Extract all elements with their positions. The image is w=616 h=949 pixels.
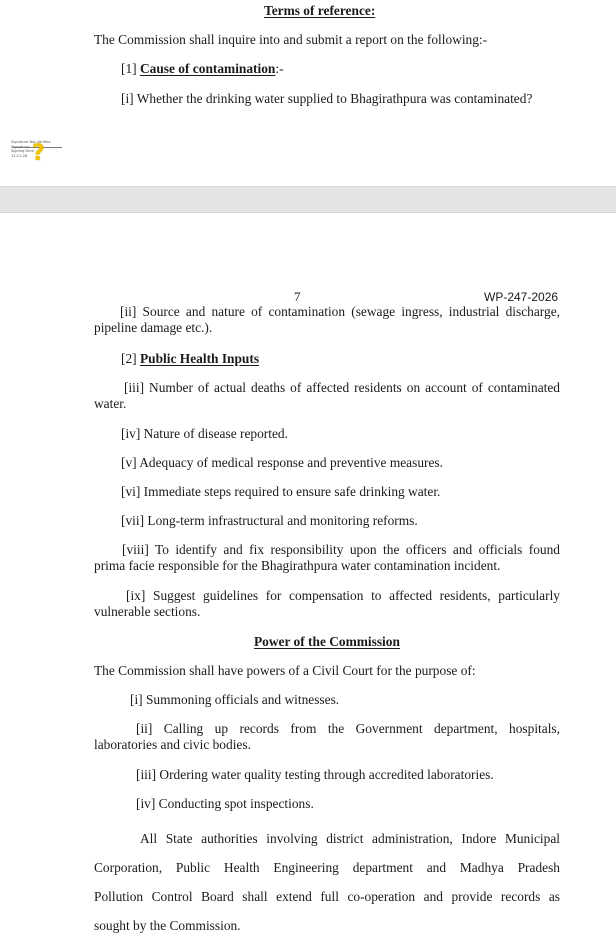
item-i: [i] Whether the drinking water supplied to Bhagirathpura was contaminated? — [121, 91, 533, 106]
unverified-question-icon: ? — [32, 141, 45, 166]
section-2-heading — [121, 351, 259, 367]
item-iv: [iv] Nature of disease reported. — [121, 426, 288, 441]
item-iii: [iii] Number of actual deaths of affected residents on account of contaminated water. — [94, 380, 560, 411]
closing-line-2: Corporation, Public Health Engineering department and Madhya Pradesh — [94, 860, 560, 875]
signature-line-1: Signature Not Verified — [11, 140, 51, 144]
page-number: 7 — [294, 289, 301, 304]
item-viii: [viii] To identify and fix responsibility upon the officers and officials found prima facie responsible for the Bhagirathpura water contamination incident. — [94, 542, 560, 573]
power-i: [i] Summoning officials and witnesses. — [130, 692, 340, 707]
signature-stamp — [10, 140, 68, 174]
closing-line-4: sought by the Commission. — [94, 918, 241, 933]
page-7 — [0, 213, 616, 949]
item-v: [v] Adequacy of medical response and preventive measures. — [121, 455, 443, 470]
closing-line-3: Pollution Control Board shall extend full co-operation and provide records as — [94, 889, 560, 904]
item-vii: [vii] Long-term infrastructural and monitoring reforms. — [121, 513, 418, 528]
terms-intro: The Commission shall inquire into and submit a report on the following:- — [94, 32, 488, 47]
signature-line-4: 12:11:28 — [11, 153, 28, 158]
signature-line-3: Signing time: ... — [11, 149, 40, 153]
terms-heading: Terms of reference: — [264, 3, 376, 18]
item-vi: [vi] Immediate steps required to ensure safe drinking water. — [121, 484, 441, 499]
power-ii: [ii] Calling up records from the Government department, hospitals, laboratories and civic bodies. — [94, 721, 560, 752]
section-1-heading — [121, 61, 284, 77]
section-2-title: Public Health Inputs — [139, 351, 260, 366]
page-separator — [0, 186, 616, 213]
power-intro: The Commission shall have powers of a Civil Court for the purpose of: — [94, 663, 476, 678]
page-top — [0, 0, 616, 186]
item-ix: [ix] Suggest guidelines for compensation to affected residents, particularly vulnerable sections. — [94, 588, 560, 619]
power-iv: [iv] Conducting spot inspections. — [136, 796, 314, 811]
case-number: WP-247-2026 — [484, 290, 559, 304]
item-ii: [ii] Source and nature of contamination (sewage ingress, industrial discharge, pipeline damage etc.). — [94, 304, 560, 335]
power-heading: Power of the Commission — [254, 634, 400, 649]
section-1-number: [1] — [121, 61, 137, 76]
closing-line-1: All State authorities involving district administration, Indore Municipal — [140, 831, 560, 846]
section-1-title: Cause of contamination — [139, 61, 276, 76]
power-iii: [iii] Ordering water quality testing through accredited laboratories. — [136, 767, 494, 782]
section-1-suffix: :- — [275, 61, 284, 76]
section-2-number: [2] — [121, 351, 137, 366]
